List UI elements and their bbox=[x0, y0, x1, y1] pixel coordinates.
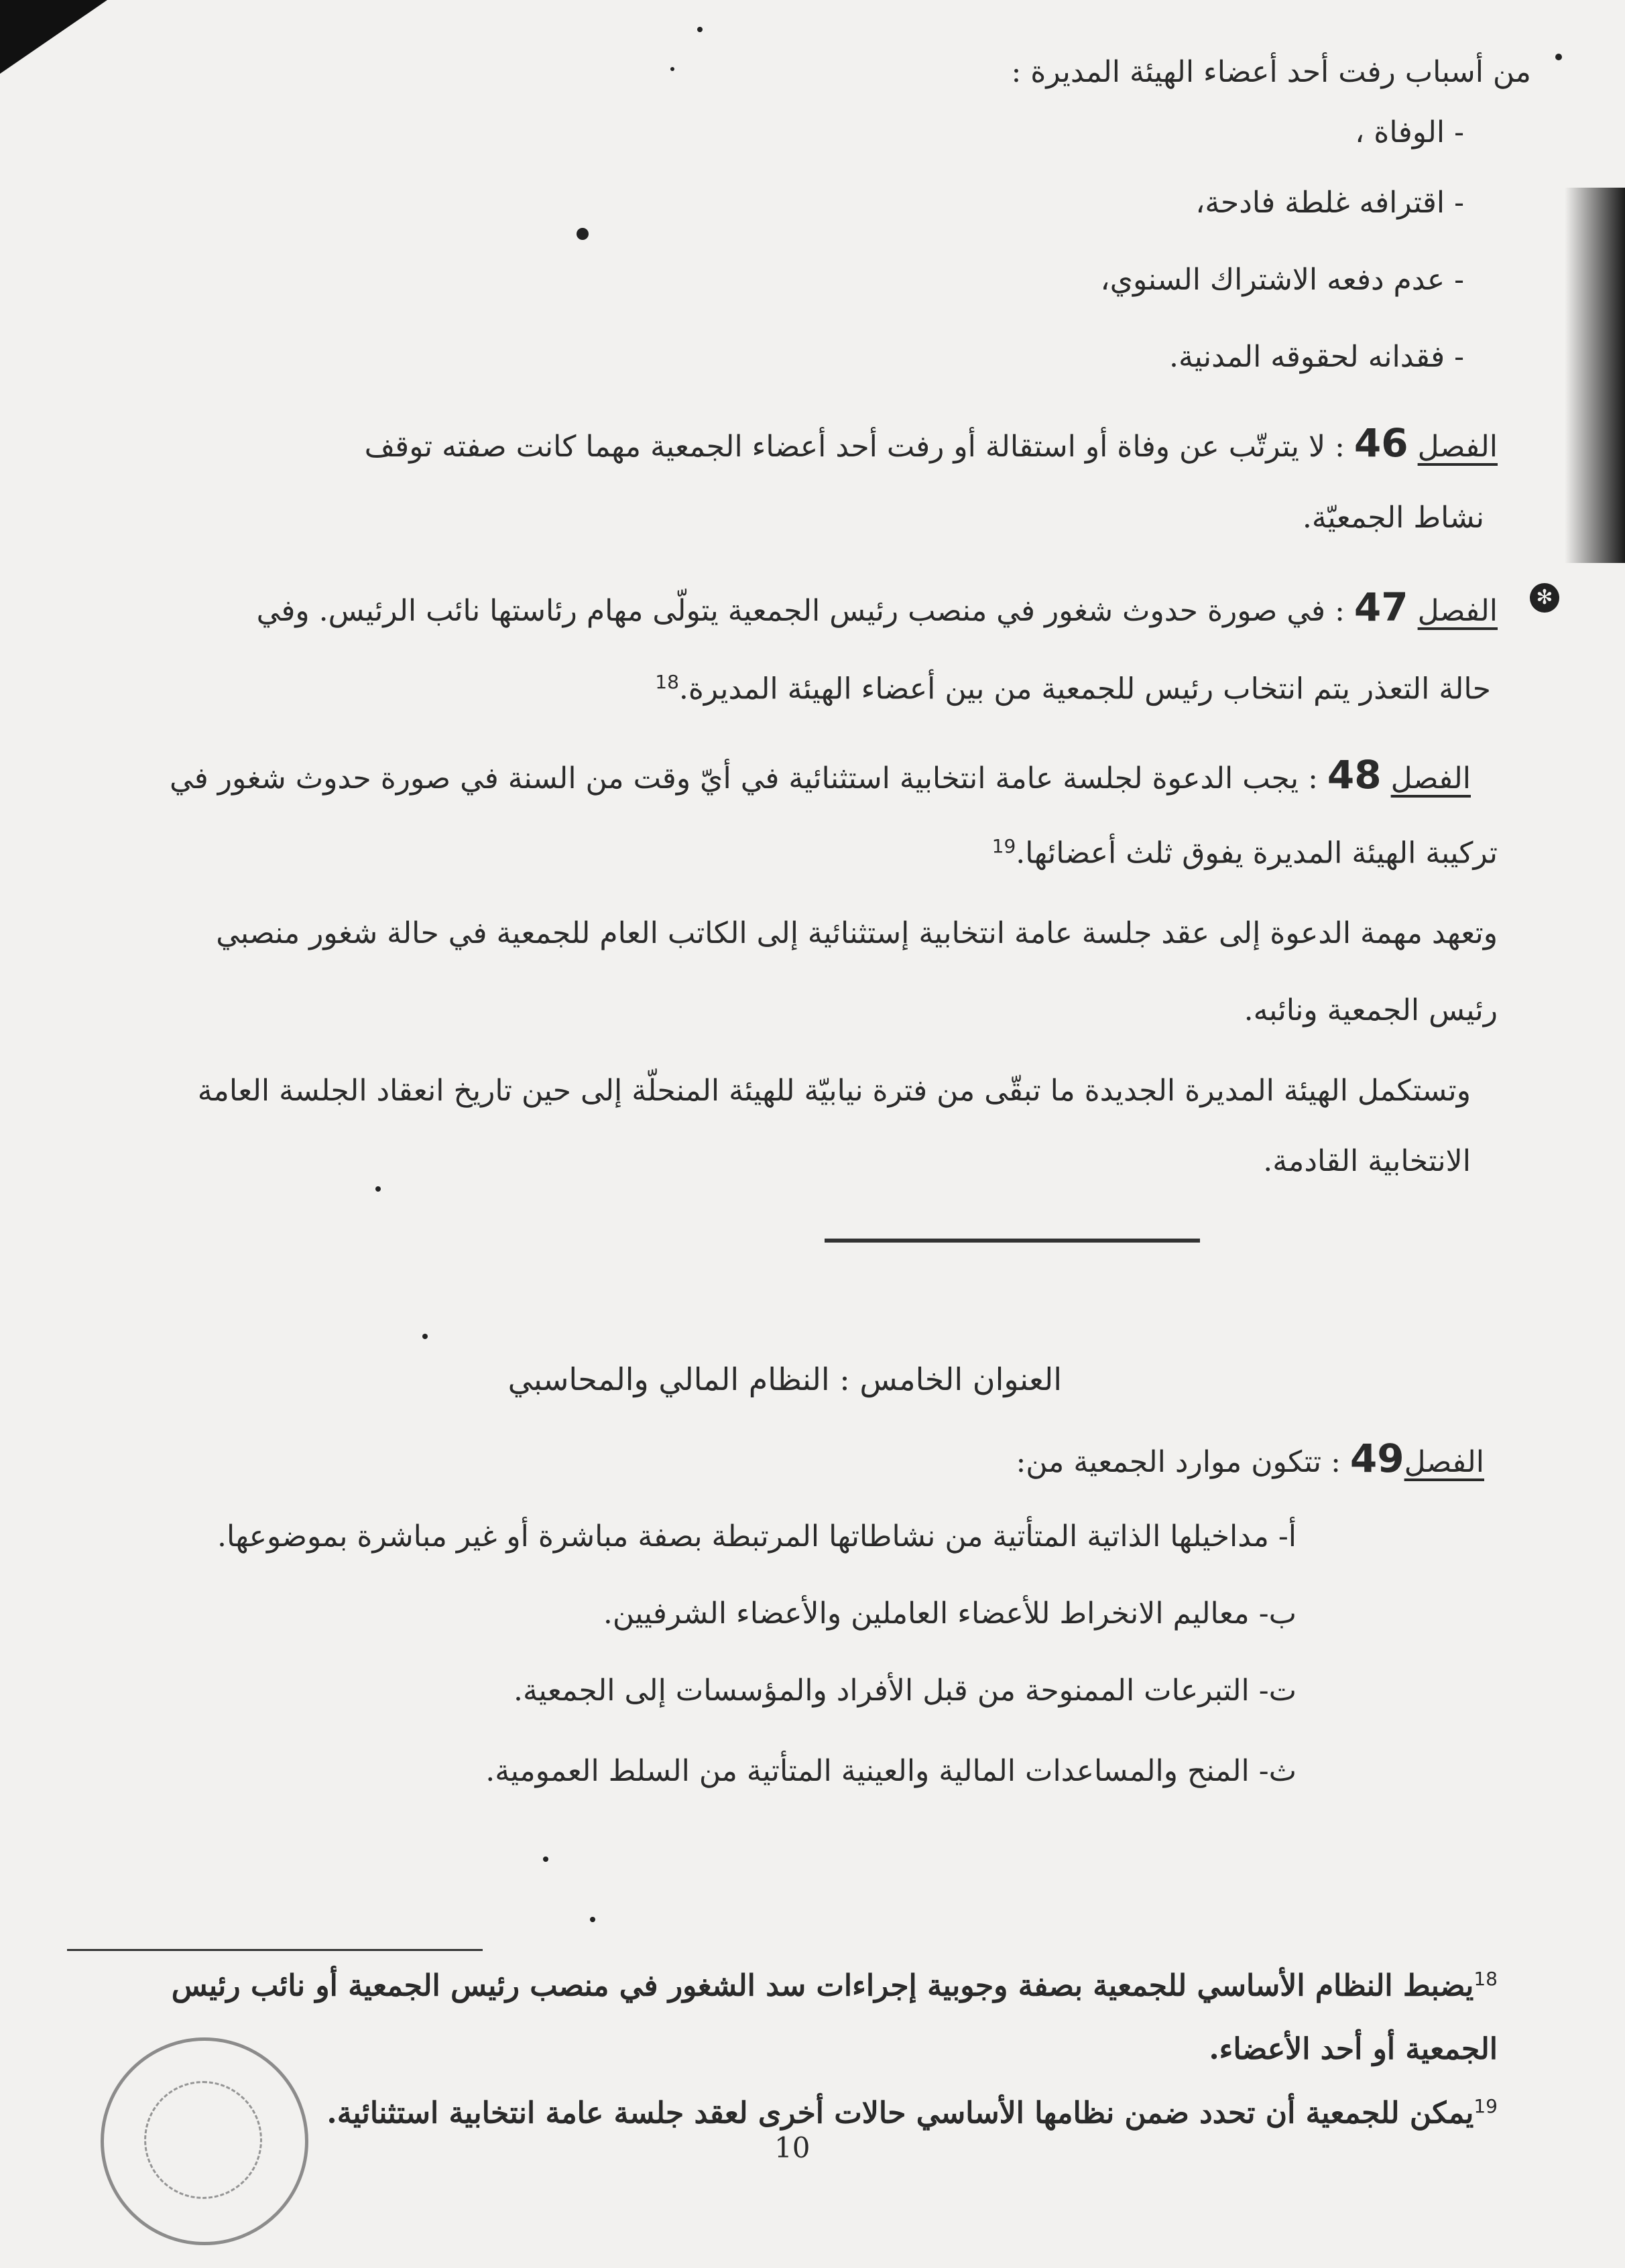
article-47-text-2: حالة التعذر يتم انتخاب رئيس للجمعية من بين أعضاء الهيئة المديرة. bbox=[678, 672, 1491, 706]
article-49-item-a: أ- مداخيلها الذاتية المتأتية من نشاطاتها المرتبطة بصفة مباشرة أو غير مباشرة بموضوعها. bbox=[217, 1519, 1297, 1554]
bullet-mark-icon: ✻ bbox=[1530, 583, 1559, 613]
art45-line-4: - عدم دفعه الاشتراك السنوي، bbox=[1100, 263, 1464, 297]
scan-speck bbox=[422, 1334, 428, 1339]
article-47-label: الفصل bbox=[1417, 594, 1498, 628]
art45-line-3: - اقترافه غلطة فادحة، bbox=[1195, 186, 1464, 220]
scan-speck bbox=[670, 67, 674, 71]
article-49-intro: : تتكون موارد الجمعية من: bbox=[1016, 1445, 1341, 1479]
article-46-label: الفصل bbox=[1417, 430, 1498, 464]
article-46-text-1: : لا يترتّب عن وفاة أو استقالة أو رفت أحد أعضاء الجمعية مهما كانت صفته توقف bbox=[364, 430, 1345, 464]
footnote-19-number: 19 bbox=[1473, 2095, 1498, 2117]
article-47-line-2 bbox=[655, 670, 1491, 708]
footnote-18-text-1: يضبط النظام الأساسي للجمعية بصفة وجوبية إجراءات سد الشغور في منصب رئيس الجمعية أو نائب رئيس bbox=[171, 1968, 1474, 2003]
scan-speck bbox=[375, 1186, 381, 1192]
article-48-text-1: : يجب الدعوة لجلسة عامة انتخابية استثنائية في أيّ وقت من السنة في صورة حدوث شغور في bbox=[170, 761, 1318, 796]
article-48-line-2 bbox=[992, 834, 1498, 872]
page-number: 10 bbox=[774, 2131, 810, 2164]
footnote-18-line-1 bbox=[172, 1967, 1498, 2005]
article-49-line-1 bbox=[1016, 1434, 1484, 1483]
article-49-number: 49 bbox=[1349, 1436, 1404, 1481]
article-48-number: 48 bbox=[1327, 752, 1382, 798]
footnote-19-text-1: يمكن للجمعية أن تحدد ضمن نظامها الأساسي حالات أخرى لعقد جلسة عامة انتخابية استثنائية. bbox=[326, 2096, 1474, 2131]
article-48-line-4: رئيس الجمعية ونائبه. bbox=[1244, 993, 1498, 1027]
scan-speck bbox=[543, 1856, 548, 1862]
article-46-line-1 bbox=[365, 419, 1498, 468]
scan-speck bbox=[697, 27, 703, 32]
article-46-number: 46 bbox=[1353, 420, 1408, 466]
scan-corner-shadow bbox=[0, 0, 107, 74]
footnote-18-number: 18 bbox=[1473, 1968, 1498, 1990]
article-48-line-6: الانتخابية القادمة. bbox=[1263, 1144, 1471, 1178]
footnote-19-line-1 bbox=[326, 2094, 1498, 2132]
article-47-number: 47 bbox=[1353, 584, 1408, 630]
art45-line-2: - الوفاة ، bbox=[1355, 115, 1464, 149]
article-47-line-1 bbox=[257, 583, 1498, 632]
article-48-line-3: وتعهد مهمة الدعوة إلى عقد جلسة عامة انتخابية إستثنائية إلى الكاتب العام للجمعية في حالة شغور منصبي bbox=[216, 916, 1498, 950]
article-48-line-1 bbox=[170, 751, 1471, 800]
article-49-item-th: ث- المنح والمساعدات المالية والعينية المتأتية من السلط العمومية. bbox=[485, 1754, 1297, 1788]
article-49-item-b: ب- معاليم الانخراط للأعضاء العاملين والأعضاء الشرفيين. bbox=[603, 1596, 1297, 1631]
scan-speck bbox=[590, 1917, 595, 1922]
article-48-label: الفصل bbox=[1390, 761, 1471, 796]
article-48-text-2: تركيبة الهيئة المديرة يفوق ثلث أعضائها. bbox=[1016, 836, 1498, 871]
article-48-line-5: وتستكمل الهيئة المديرة الجديدة ما تبقّى من فترة نيابيّة للهيئة المنحلّة إلى حين تاريخ انعقاد الجلسة العامة bbox=[197, 1074, 1471, 1108]
art45-line-1: من أسباب رفت أحد أعضاء الهيئة المديرة : bbox=[1011, 55, 1531, 89]
footnote-ref-18: 18 bbox=[655, 671, 679, 693]
scan-speck bbox=[1555, 54, 1562, 60]
article-49-label: الفصل bbox=[1404, 1445, 1484, 1479]
scan-speck bbox=[577, 228, 589, 240]
article-49-item-t: ت- التبرعات الممنوحة من قبل الأفراد والمؤسسات إلى الجمعية. bbox=[513, 1674, 1297, 1708]
art45-line-5: - فقدانه لحقوقه المدنية. bbox=[1169, 340, 1464, 374]
title-5-heading: العنوان الخامس : النظام المالي والمحاسبي bbox=[507, 1361, 1062, 1397]
footnote-separator bbox=[67, 1949, 483, 1951]
official-stamp-seal bbox=[101, 2037, 308, 2245]
article-46-line-2: نشاط الجمعيّة. bbox=[1302, 501, 1484, 535]
scan-edge-shadow bbox=[1565, 188, 1625, 563]
footnote-ref-19: 19 bbox=[991, 835, 1016, 857]
article-47-text-1: : في صورة حدوث شغور في منصب رئيس الجمعية يتولّى مهام رئاستها نائب الرئيس. وفي bbox=[256, 594, 1345, 628]
section-divider bbox=[825, 1239, 1200, 1243]
footnote-18-line-2: الجمعية أو أحد الأعضاء. bbox=[1209, 2032, 1498, 2066]
